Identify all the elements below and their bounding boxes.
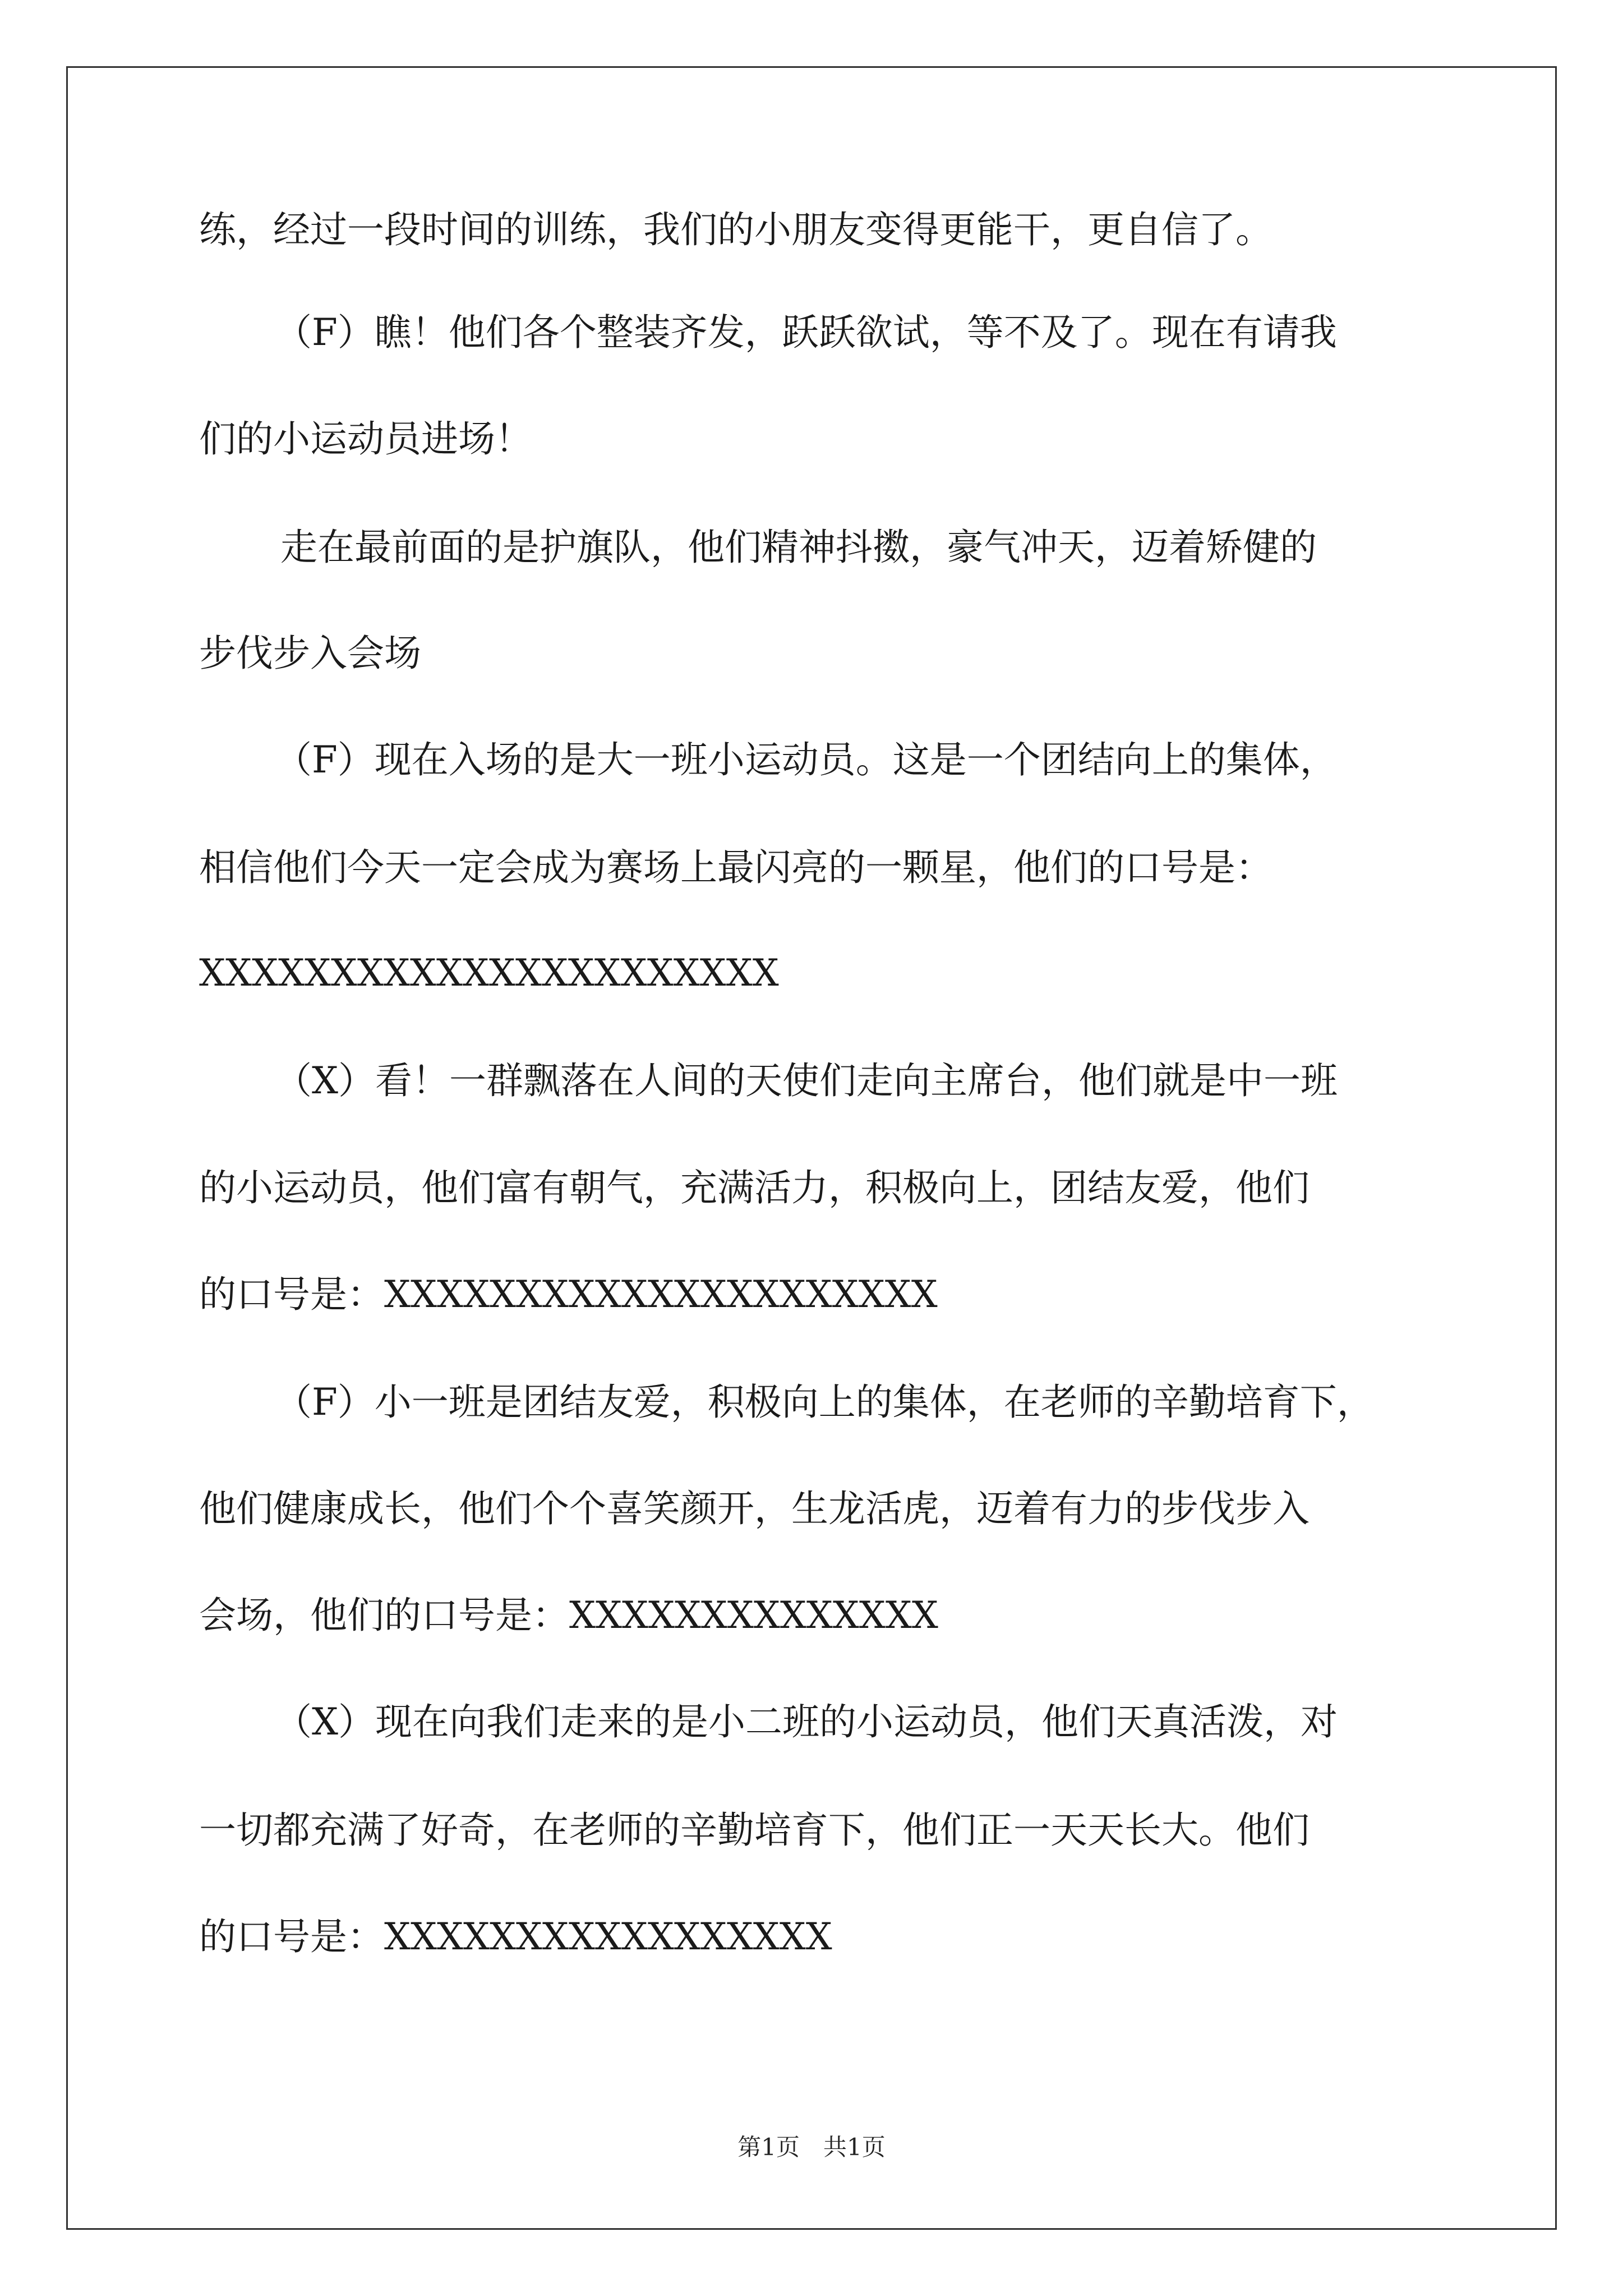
text-line: 的口号是：XXXXXXXXXXXXXXXXX xyxy=(199,1915,832,1958)
page-footer: 第1页 共1页 xyxy=(737,2133,886,2161)
text-line: XXXXXXXXXXXXXXXXXXXXXX xyxy=(199,951,779,995)
text-line: 相信他们今天一定会成为赛场上最闪亮的一颗星，他们的口号是： xyxy=(199,846,1272,889)
text-line: （F）小一班是团结友爱，积极向上的集体，在老师的辛勤培育下， xyxy=(275,1381,1374,1424)
text-line: （X）看！一群飘落在人间的天使们走向主席台，他们就是中一班 xyxy=(275,1059,1338,1102)
page-border xyxy=(66,66,1557,2230)
text-line: 走在最前面的是护旗队，他们精神抖擞，豪气冲天，迈着矫健的 xyxy=(280,526,1317,569)
text-line: 一切都充满了好奇，在老师的辛勤培育下，他们正一天天长大。他们 xyxy=(199,1809,1310,1852)
text-line: （F）瞧！他们各个整装齐发，跃跃欲试，等不及了。现在有请我 xyxy=(275,311,1337,354)
text-line: （F）现在入场的是大一班小运动员。这是一个团结向上的集体， xyxy=(275,738,1337,781)
text-line: 练，经过一段时间的训练，我们的小朋友变得更能干，更自信了。 xyxy=(199,208,1272,251)
text-line: 会场，他们的口号是：XXXXXXXXXXXXXX xyxy=(199,1594,938,1637)
text-line: 步伐步入会场 xyxy=(199,632,421,675)
text-line: 的小运动员，他们富有朝气，充满活力，积极向上，团结友爱，他们 xyxy=(199,1166,1310,1209)
text-line: 的口号是：XXXXXXXXXXXXXXXXXXXXX xyxy=(199,1273,938,1316)
text-line: 他们健康成长，他们个个喜笑颜开，生龙活虎，迈着有力的步伐步入 xyxy=(199,1487,1310,1530)
text-line: 们的小运动员进场！ xyxy=(199,417,532,461)
text-line: （X）现在向我们走来的是小二班的小运动员，他们天真活泼，对 xyxy=(275,1700,1338,1743)
